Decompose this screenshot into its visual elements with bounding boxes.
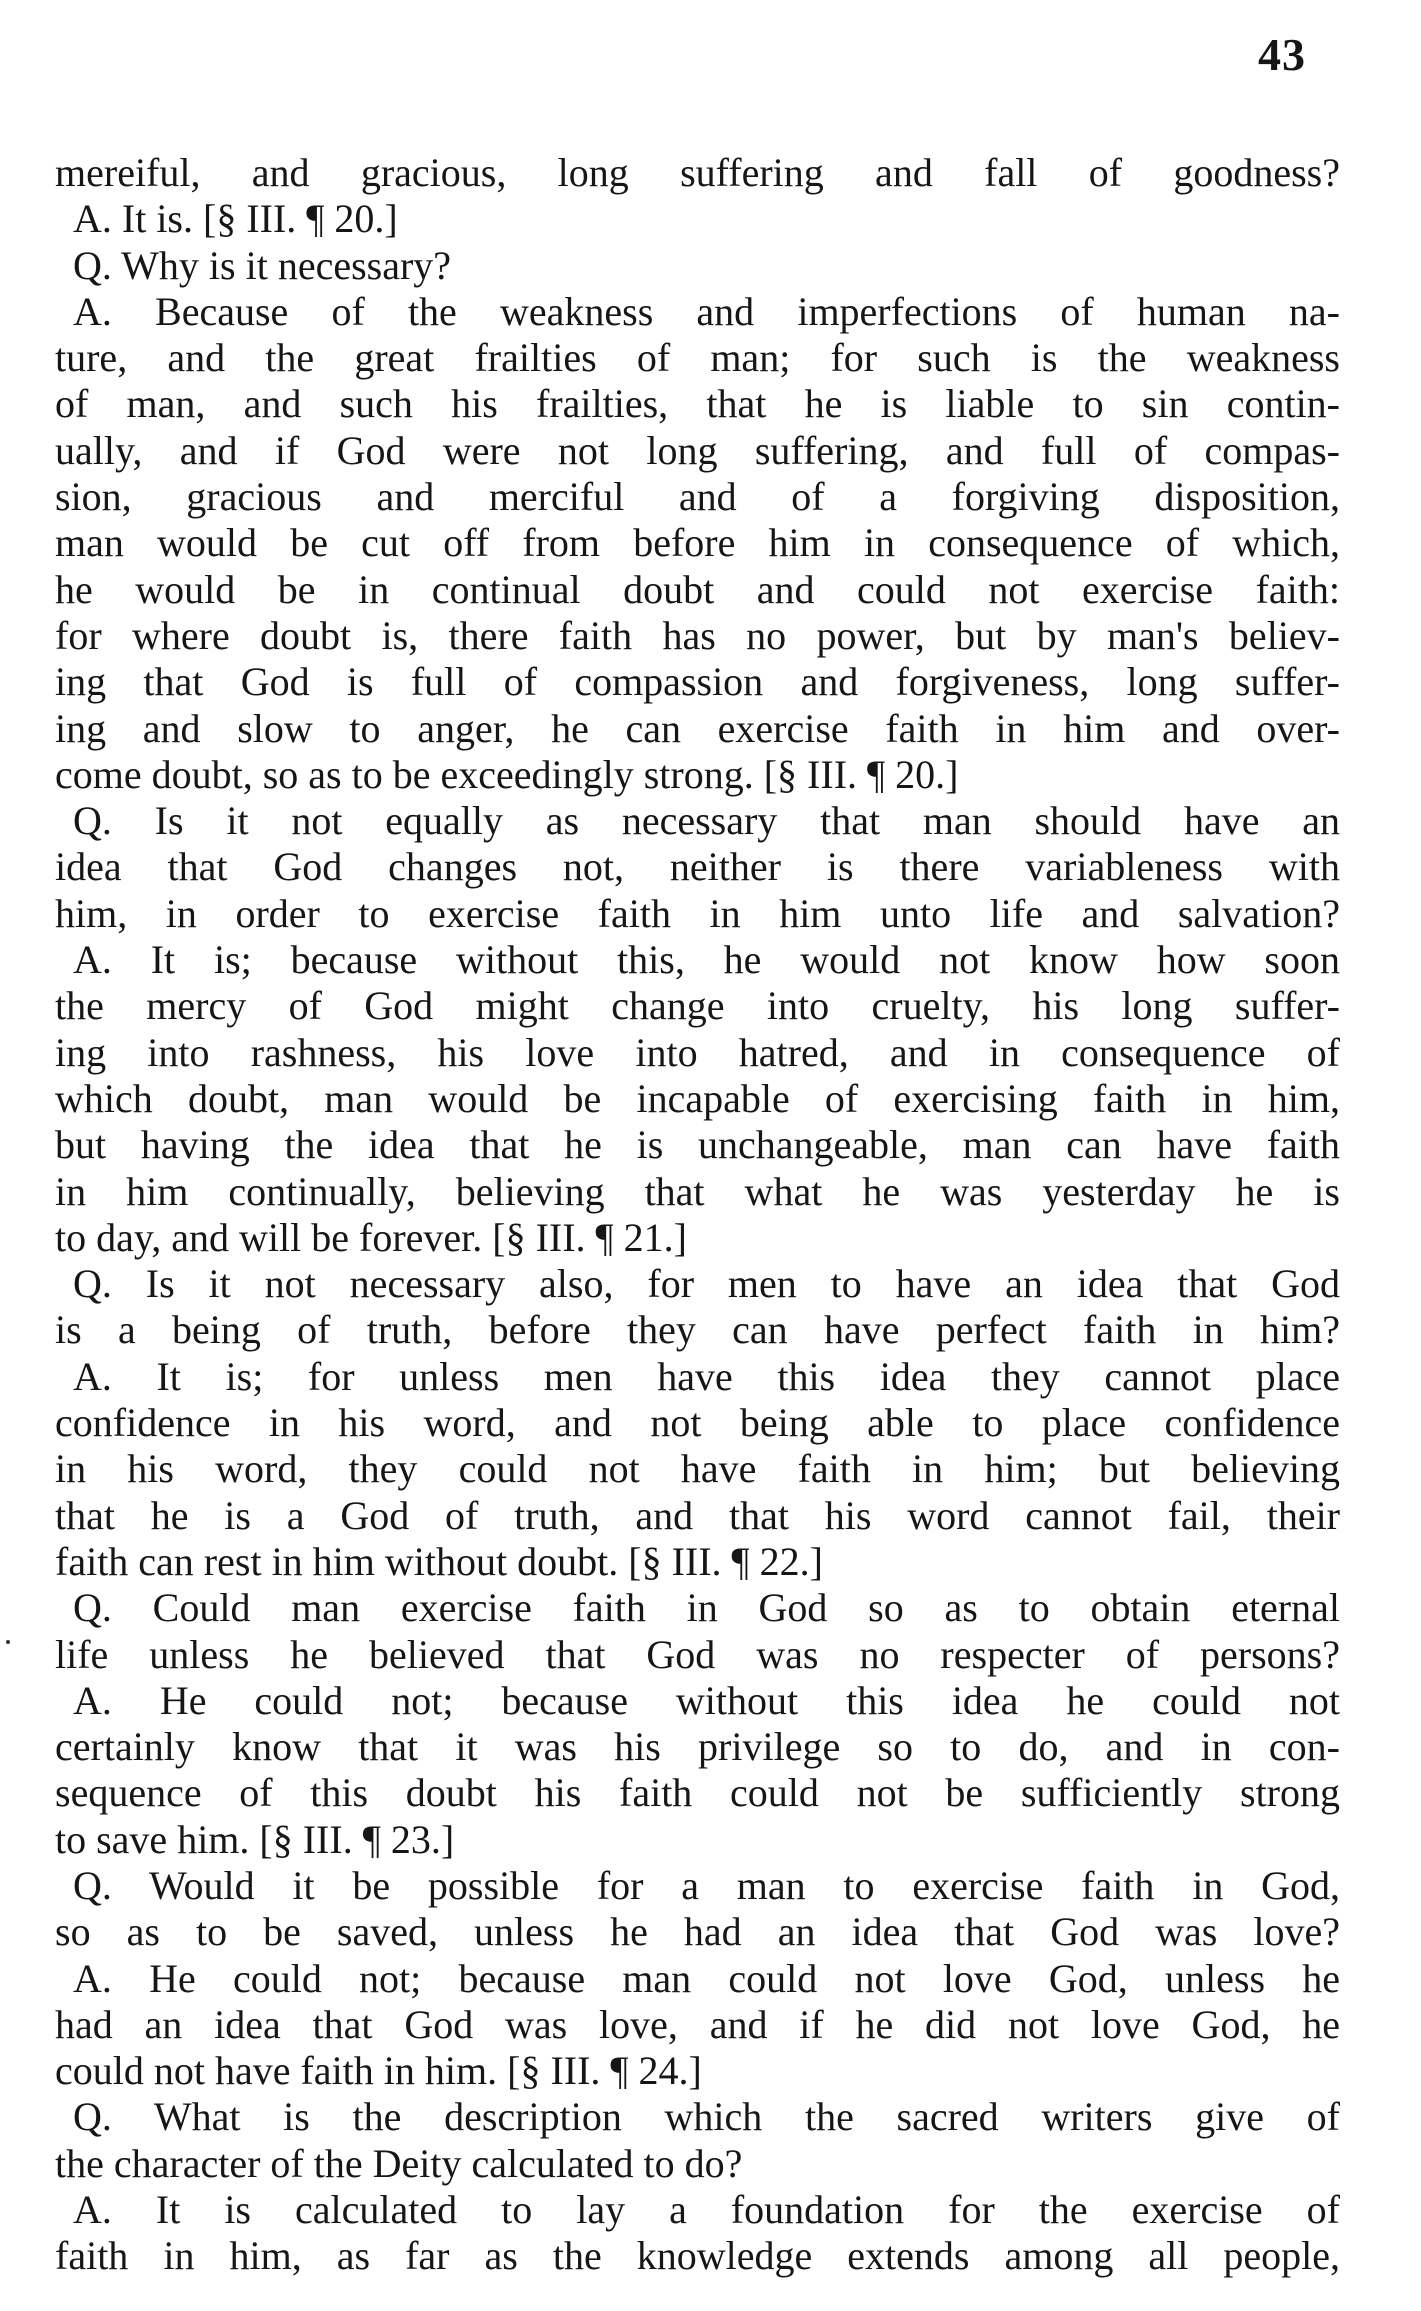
text-line: the character of the Deity calculated to do? bbox=[55, 2140, 743, 2186]
text-line: for where doubt is, there faith has no power, but by man's believ- bbox=[55, 612, 1340, 658]
text-line: ually, and if God were not long suffering, and full of compas- bbox=[55, 427, 1340, 473]
text-line: man would be cut off from before him in consequence of which, bbox=[55, 520, 1340, 566]
text-line: of man, and such his frailties, that he is liable to sin contin- bbox=[55, 381, 1340, 427]
text-line: Q. Is it not equally as necessary that man should have an bbox=[73, 798, 1340, 844]
text-line: life unless he believed that God was no respecter of persons? bbox=[55, 1631, 1340, 1677]
text-line: that he is a God of truth, and that his word cannot fail, their bbox=[55, 1492, 1340, 1538]
text-line: sequence of this doubt his faith could not be sufficiently strong bbox=[55, 1770, 1340, 1816]
text-line: to day, and will be forever. [§ III. ¶ 21.] bbox=[55, 1214, 687, 1260]
text-line: faith can rest in him without doubt. [§ III. ¶ 22.] bbox=[55, 1538, 823, 1584]
text-line: had an idea that God was love, and if he did not love God, he bbox=[55, 2001, 1340, 2047]
text-line: A. Because of the weakness and imperfections of human na- bbox=[73, 288, 1340, 334]
text-line: the mercy of God might change into cruelty, his long suffer- bbox=[55, 983, 1340, 1029]
page-body-text bbox=[55, 150, 1340, 2280]
text-line: but having the idea that he is unchangeable, man can have faith bbox=[55, 1122, 1340, 1168]
text-line: Q. Could man exercise faith in God so as to obtain eternal bbox=[73, 1585, 1340, 1631]
text-line: which doubt, man would be incapable of exercising faith in him, bbox=[55, 1075, 1340, 1121]
text-line: Q. What is the description which the sacred writers give of bbox=[73, 2094, 1340, 2140]
text-line: ing and slow to anger, he can exercise faith in him and over- bbox=[55, 705, 1340, 751]
text-line: he would be in continual doubt and could not exercise faith: bbox=[55, 566, 1340, 612]
text-line: sion, gracious and merciful and of a forgiving disposition, bbox=[55, 474, 1340, 520]
text-line: Q. Is it not necessary also, for men to have an idea that God bbox=[73, 1261, 1340, 1307]
text-line: ing into rashness, his love into hatred, and in consequence of bbox=[55, 1029, 1340, 1075]
text-line: is a being of truth, before they can have perfect faith in him? bbox=[55, 1307, 1340, 1353]
text-line: mereiful, and gracious, long suffering and fall of goodness? bbox=[55, 150, 1340, 195]
text-line: ture, and the great frailties of man; for such is the weakness bbox=[55, 335, 1340, 381]
text-line: A. It is; for unless men have this idea they cannot place bbox=[73, 1353, 1340, 1399]
text-line: idea that God changes not, neither is there variableness with bbox=[55, 844, 1340, 890]
text-line: in him continually, believing that what he was yesterday he is bbox=[55, 1168, 1340, 1214]
text-line: Q. Would it be possible for a man to exercise faith in God, bbox=[73, 1862, 1340, 1908]
text-line: A. It is. [§ III. ¶ 20.] bbox=[73, 196, 398, 242]
text-line: so as to be saved, unless he had an idea that God was love? bbox=[55, 1909, 1340, 1955]
text-line: certainly know that it was his privilege so to do, and in con- bbox=[55, 1724, 1340, 1770]
text-line: Q. Why is it necessary? bbox=[73, 242, 452, 288]
ink-speck bbox=[6, 1640, 10, 1644]
text-line: in his word, they could not have faith in him; but believing bbox=[55, 1446, 1340, 1492]
page-number: 43 bbox=[1258, 29, 1306, 80]
text-line: A. He could not; because without this idea he could not bbox=[73, 1677, 1340, 1723]
text-line: ing that God is full of compassion and forgiveness, long suffer- bbox=[55, 659, 1340, 705]
text-line: could not have faith in him. [§ III. ¶ 24.] bbox=[55, 2048, 702, 2094]
text-line: confidence in his word, and not being able to place confidence bbox=[55, 1400, 1340, 1446]
text-line: A. It is calculated to lay a foundation for the exercise of bbox=[73, 2187, 1340, 2233]
text-line: come doubt, so as to be exceedingly strong. [§ III. ¶ 20.] bbox=[55, 751, 959, 797]
text-line: A. He could not; because man could not love God, unless he bbox=[73, 1955, 1340, 2001]
text-line: to save him. [§ III. ¶ 23.] bbox=[55, 1816, 455, 1862]
text-line: faith in him, as far as the knowledge extends among all people, bbox=[55, 2233, 1340, 2279]
text-line: him, in order to exercise faith in him unto life and salvation? bbox=[55, 890, 1340, 936]
text-line: A. It is; because without this, he would not know how soon bbox=[73, 937, 1340, 983]
